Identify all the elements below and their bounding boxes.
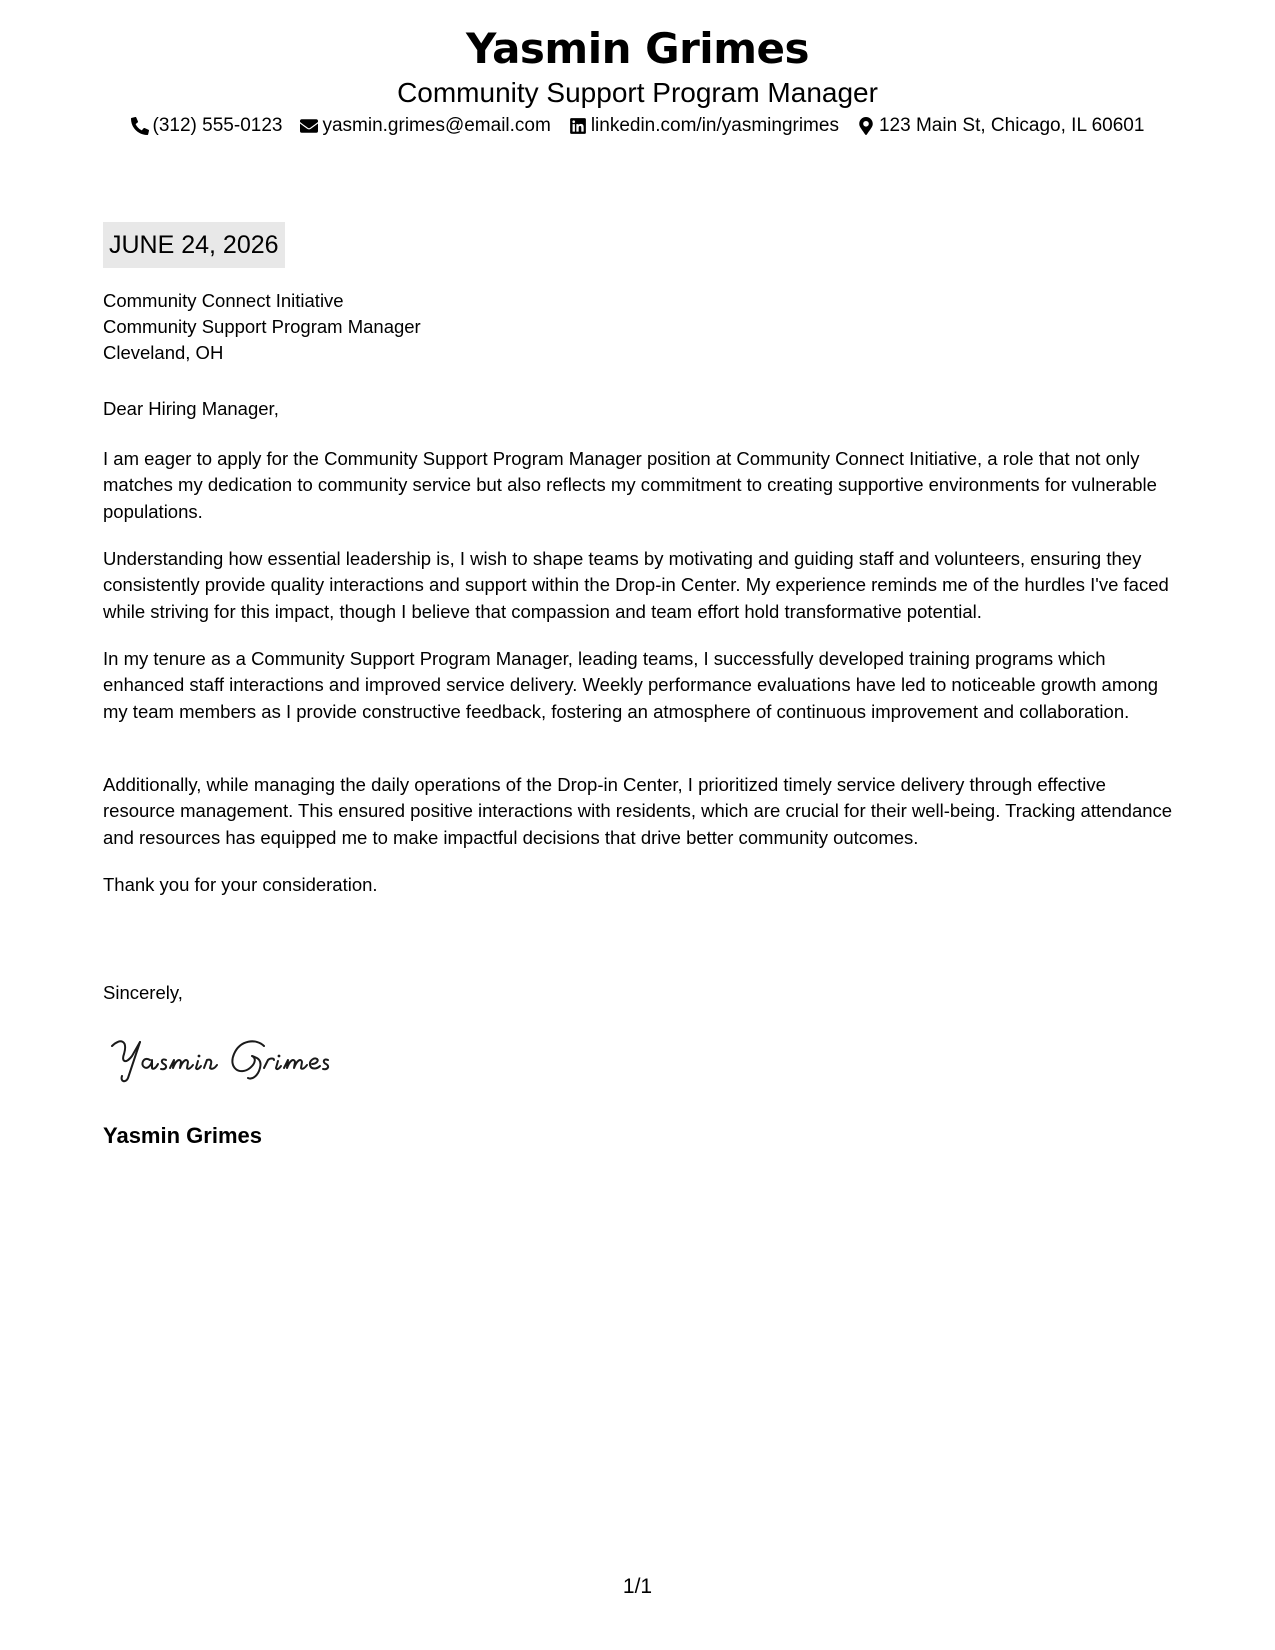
contact-info — [0, 113, 1275, 139]
body-paragraph: Additionally, while managing the daily operations of the Drop-in Center, I prioritized timely service delivery through effective resource management. This ensured positive interactions with residents, which are crucial for their well-being. Tracking attendance and resources has equipped me to make impactful decisions that drive better community outcomes. — [103, 774, 1173, 848]
contact-phone — [131, 113, 283, 139]
recipient-block — [103, 288, 421, 366]
page-number: 1/1 — [622, 1575, 653, 1598]
recipient-organization: Community Connect Initiative — [103, 290, 344, 311]
applicant-title: Community Support Program Manager — [397, 77, 878, 108]
contact-address — [857, 113, 1144, 139]
signature-image — [106, 1030, 366, 1086]
body-paragraph: Understanding how essential leadership is, I wish to shape teams by motivating and guiding staff and volunteers, ensuring they consistently provide quality interactions and support within the Drop-in Center. My experience reminds me of the hurdles I've faced while striving for this impact, though I believe that compassion and team effort hold transformative potential. — [103, 548, 1169, 622]
contact-linkedin — [569, 113, 839, 139]
body-paragraph: I am eager to apply for the Community Support Program Manager position at Community Connect Initiative, a role that not only matches my dedication to community service but also reflects my commitment to creating supportive environments for vulnerable populations. — [103, 448, 1157, 522]
signer-name: Yasmin Grimes — [103, 1123, 262, 1148]
phone-number: (312) 555-0123 — [152, 115, 283, 136]
salutation: Dear Hiring Manager, — [103, 398, 279, 419]
recipient-location: Cleveland, OH — [103, 342, 224, 363]
mailing-address: 123 Main St, Chicago, IL 60601 — [878, 115, 1145, 136]
body-paragraph: Thank you for your consideration. — [103, 874, 378, 895]
letter-date: JUNE 24, 2026 — [103, 222, 285, 268]
email-address: yasmin.grimes@email.com — [322, 115, 551, 136]
body-paragraph: In my tenure as a Community Support Program Manager, leading teams, I successfully developed training programs which enhanced staff interactions and improved service delivery. Weekly performance evaluations have led to noticeable growth among my team members as I provide constructive feedback, fostering an atmosphere of continuous improvement and collaboration. — [103, 648, 1159, 722]
contact-email — [300, 113, 550, 139]
envelope-icon — [300, 117, 318, 135]
linkedin-url: linkedin.com/in/yasmingrimes — [590, 115, 839, 136]
phone-icon — [131, 117, 149, 135]
applicant-name: Yasmin Grimes — [466, 24, 809, 73]
recipient-position: Community Support Program Manager — [103, 316, 421, 337]
closing: Sincerely, — [103, 982, 183, 1003]
letter-header — [0, 22, 1275, 139]
linkedin-icon — [569, 117, 587, 135]
map-marker-icon — [857, 117, 875, 135]
